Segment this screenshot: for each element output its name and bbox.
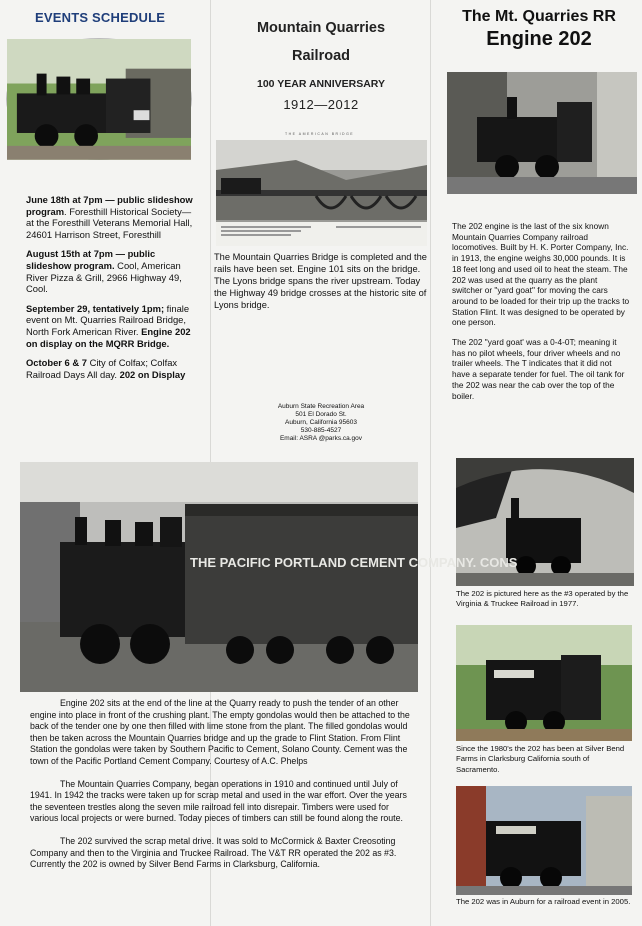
- address-line: Auburn State Recreation Area: [277, 403, 365, 410]
- fold-line: [430, 0, 431, 926]
- event-item: October 6 & 7 City of Colfax; Colfax Railroad Days All day. 202 on Display: [26, 357, 186, 380]
- bridge-photo: [216, 140, 427, 246]
- anniversary-years: 1912—2012: [283, 97, 359, 112]
- events-list: [26, 194, 194, 388]
- page-title-line2: Railroad: [291, 48, 350, 64]
- engine-subtitle: Engine 202: [486, 28, 592, 50]
- paragraph: Engine 202 sits at the end of the line at the Quarry ready to push the tender of an other engine into place in front of the crushing plant. The empty gondolas would then be attached to the back of the tender one by one then filled with lime stone from the plant. The filled gondolas would then be taken across the Mountain Quarries bridge and up the grade to Flint Station. From Flint Station the gondolas were taken by Southern Pacific to Cement, Solano County. Cement was the town of the Pacific Portland Cement Company. Courtesy of A.C. Phelps: [30, 698, 410, 766]
- main-engine-tender-photo: [20, 462, 518, 692]
- bridge-caption: The Mountain Quarries Bridge is completed and the rails have been set. Engine 101 sits on the bridge. The Lyons bridge spans the river upstream. Today the Highway 49 bridge crosses at the historic site of Lyons bridge.: [214, 252, 427, 310]
- paragraph: The Mountain Quarries Company, began operations in 1910 and continued until July of 1941. In 1942 the tracks were taken up for scrap metal and used in the war effort. Over the years the seventeen trestles along the seven mile railroad fell into disrepair. Timbers were used for various local projects or were burned. Today pieces of timbers can still be found along the route.: [30, 778, 407, 824]
- address-line: Auburn, California 95603: [285, 419, 357, 426]
- event-item: August 15th at 7pm — public slideshow program. Cool, American River Pizza & Grill, 2966 Highway 49, Cool.: [26, 248, 182, 295]
- anniversary-label: 100 YEAR ANNIVERSARY: [257, 78, 385, 90]
- engine-oval-photo: [6, 38, 192, 160]
- tender-lettering: THE PACIFIC PORTLAND CEMENT COMPANY. CONS: [190, 555, 518, 570]
- address-line: 501 El Dorado St.: [295, 411, 347, 418]
- address-line: Email: ASRA @parks.ca.gov: [279, 435, 363, 442]
- page-title: Mountain Quarries: [256, 20, 386, 36]
- paragraph: The 202 survived the scrap metal drive. It was sold to McCormick & Baxter Creosoting Company and then to the Virginia and Truckee Railroad. The V&T RR operated the 202 as #3. Currently the 202 is owned by Silver Bend Farms in Clarksburg, California.: [30, 835, 397, 870]
- address-line: 530-885-4527: [300, 427, 342, 434]
- event-item: June 18th at 7pm — public slideshow program. Foresthill Historical Society—at the Foresthill Veterans Memorial Hall, 24601 Harrison Street, Foresthill: [26, 194, 193, 240]
- silver-bend-photo: [456, 625, 632, 741]
- photo-caption: Since the 1980's the 202 has been at Silver Bend Farms in Clarksburg California south of Sacramento.: [456, 744, 625, 774]
- engine-202-photo: [447, 72, 637, 194]
- events-title: EVENTS SCHEDULE: [35, 10, 166, 25]
- engine-title: The Mt. Quarries RR: [462, 8, 616, 25]
- photo-caption: The 202 is pictured here as the #3 operated by the Virginia & Truckee Railroad in 1977.: [456, 589, 629, 609]
- engine-description: [452, 221, 630, 410]
- history-text: [30, 698, 415, 882]
- event-item: September 29, tentatively 1pm; finale event on Mt. Quarries Railroad Bridge, North Fork American River. Engine 202 on display on the MQRR Bridge.: [26, 302, 191, 349]
- contact-address: [212, 403, 430, 443]
- auburn-photo: [456, 786, 632, 895]
- paragraph: The 202 engine is the last of the six known Mountain Quarries Company railroad locomotives. Built by H. K. Porter Company, Inc. in 1913, the engine weighs 30,000 pounds. It is 18 feet long and used oil to heat the steam. The 202 was used at the quarry as the plant switcher or "yard goat" for moving the cars around to be loaded for their trip up the tracks to Station Flint. It was designed to be operated by one person.: [452, 221, 630, 328]
- clipping-header: THE AMERICAN BRIDGE: [285, 132, 355, 136]
- paragraph: The 202 "yard goat' was a 0-4-0T; meaning it has no pilot wheels, four driver wheels and no trailer wheels. The T indicates that it did not have a separate tender for fuel. The oil tank for the 202 was near the cab over the top of the boiler.: [452, 337, 625, 401]
- photo-caption: The 202 was in Auburn for a railroad event in 2005.: [456, 897, 631, 906]
